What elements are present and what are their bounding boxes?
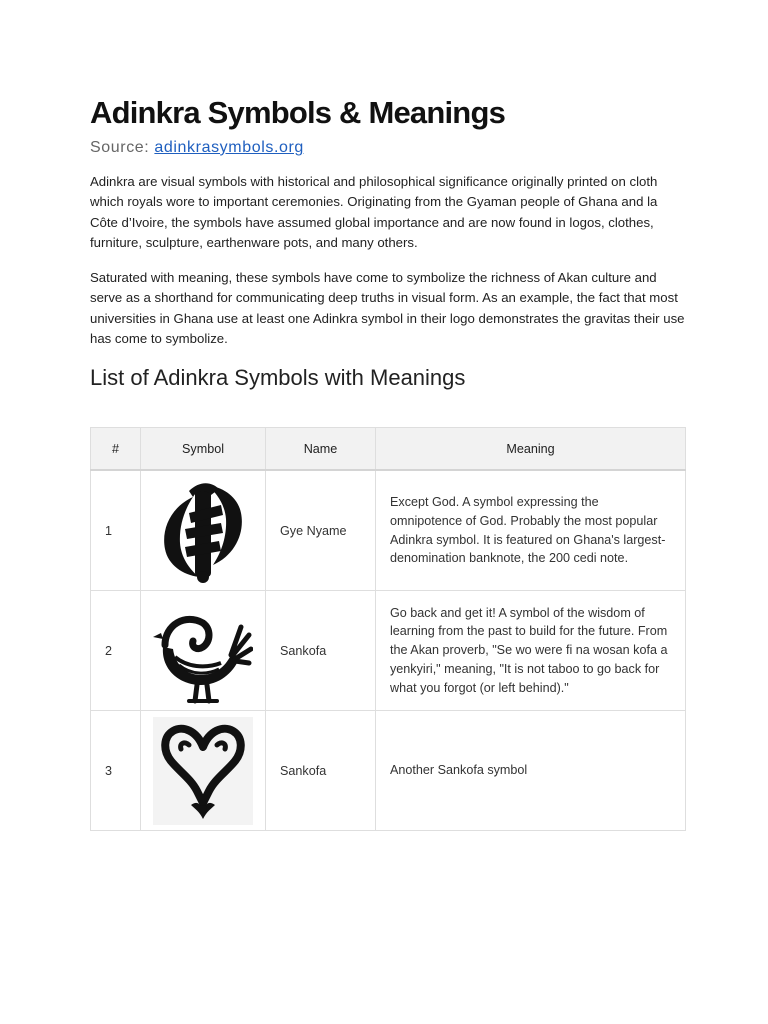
symbol-name[interactable]: Sankofa bbox=[266, 711, 376, 831]
header-name: Name bbox=[266, 428, 376, 471]
gye-nyame-symbol-icon bbox=[153, 477, 253, 585]
row-number: 2 bbox=[91, 591, 141, 711]
intro-paragraph-2: Saturated with meaning, these symbols have come to symbolize the richness of Akan culture and serve as a shorthand for communicating deep truths in visual form. As an example, the fact that most universities in Ghana use at least one Adinkra symbol in their logo demonstrates the gravitas their use has come to symbolize. bbox=[90, 270, 685, 346]
symbol-name[interactable]: Gye Nyame bbox=[266, 470, 376, 591]
source-label: Source: bbox=[90, 139, 155, 156]
symbols-table bbox=[90, 427, 686, 831]
intro-paragraph-1: Adinkra are visual symbols with historical and philosophical significance originally printed on cloth which royals wore to important ceremonies. Originating from the Gyaman people of Ghana and la Côte d’Ivoire, the symbols have assumed global importance and are now found in logos, clothes, furniture, sculpture, earthenware pots, and many others. bbox=[90, 174, 658, 250]
sankofa-heart-symbol-icon bbox=[153, 717, 253, 825]
symbol-meaning: Another Sankofa symbol bbox=[376, 711, 686, 831]
header-symbol: Symbol bbox=[141, 428, 266, 471]
table-row bbox=[91, 591, 686, 711]
row-number: 1 bbox=[91, 470, 141, 591]
symbol-meaning: Except God. A symbol expressing the omnipotence of God. Probably the most popular Adinkra symbol. It is featured on Ghana's largest-denomination banknote, the 200 cedi note. bbox=[376, 470, 686, 591]
sankofa-bird-symbol-icon bbox=[153, 597, 253, 705]
source-line bbox=[90, 139, 304, 157]
table-row bbox=[91, 711, 686, 831]
table-row bbox=[91, 470, 686, 591]
symbol-name[interactable]: Sankofa bbox=[266, 591, 376, 711]
header-number: # bbox=[91, 428, 141, 471]
header-meaning: Meaning bbox=[376, 428, 686, 471]
table-header-row bbox=[91, 428, 686, 471]
source-link[interactable]: adinkrasymbols.org bbox=[154, 139, 304, 156]
symbol-meaning: Go back and get it! A symbol of the wisdom of learning from the past to build for the future. From the Akan proverb, "Se wo were fi na wosan kofa a yenkyiri," meaning, "It is not taboo to go back for what you forgot (or left behind)." bbox=[376, 591, 686, 711]
page-title: Adinkra Symbols & Meanings bbox=[90, 95, 506, 130]
row-number: 3 bbox=[91, 711, 141, 831]
section-heading: List of Adinkra Symbols with Meanings bbox=[90, 365, 466, 390]
